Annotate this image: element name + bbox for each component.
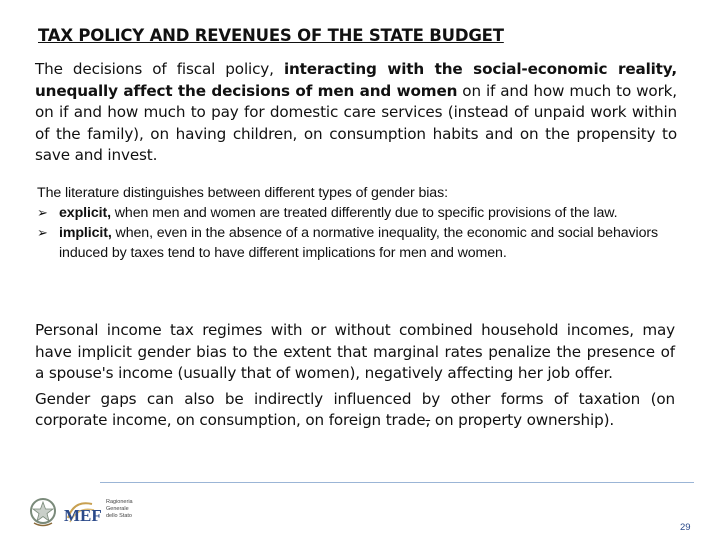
mef-logo (64, 496, 136, 530)
bullet-explicit-desc: when men and women are treated differently due to specific provisions of the law. (110, 205, 618, 221)
p2-intro: The literature distinguishes between different types of gender bias: (37, 185, 448, 201)
mef-subtext-line-2: Generale (106, 506, 129, 512)
mef-logo-text: MEF (64, 506, 102, 525)
p3-text-b: on property ownership). (430, 411, 615, 430)
bullet-explicit-term: explicit, (59, 205, 111, 221)
bullet-implicit-term: implicit, (59, 225, 112, 241)
p1-bold-text: interacting with the social-economic reality, unequally affect the decisions of men and women (35, 60, 677, 100)
mef-subtext-line-1: Ragioneria (106, 499, 133, 505)
arrow-bullet-icon: ➢ (37, 225, 48, 240)
mef-subtext (106, 499, 133, 520)
p1-text-a: The decisions of fiscal policy, (35, 60, 284, 78)
bullet-explicit-text (59, 203, 679, 223)
p3-sentence-1: Personal income tax regimes with or without combined household incomes, may have implicit gender bias to the extent that marginal rates penalize the presence of a spouse's income (usually that of women), negatively affecting her job offer. (35, 321, 675, 383)
page-title: TAX POLICY AND REVENUES OF THE STATE BUDGET (38, 26, 504, 45)
arrow-bullet-icon: ➢ (37, 205, 48, 220)
p3-struck-comma: , (425, 411, 431, 430)
footer-divider (100, 482, 694, 483)
p1-text-b: on if and how much to work, on if and how much to pay for domestic care services (instead of unpaid work within of the family), on having children, on consumption habits and on the propensity to save and invest. (35, 81, 677, 165)
bullet-implicit-desc: when, even in the absence of a normative inequality, the economic and social behaviors induced by taxes tend to have different implications for men and women. (59, 225, 658, 261)
p3-sentence-2 (35, 389, 675, 432)
republic-emblem-icon (28, 496, 58, 528)
p3-text-a: Gender gaps can also be indirectly influenced by other forms of taxation (on corporate income, on consumption, on foreign trade (35, 389, 675, 430)
mef-subtext-line-3: dello Stato (106, 513, 132, 519)
paragraph-income-tax (35, 320, 675, 432)
bullet-implicit (37, 223, 679, 263)
bullet-implicit-text (59, 223, 679, 263)
paragraph-fiscal-policy (35, 59, 677, 167)
paragraph-gender-bias (37, 183, 679, 263)
bullet-explicit (37, 203, 679, 223)
page-number: 29 (680, 522, 691, 533)
